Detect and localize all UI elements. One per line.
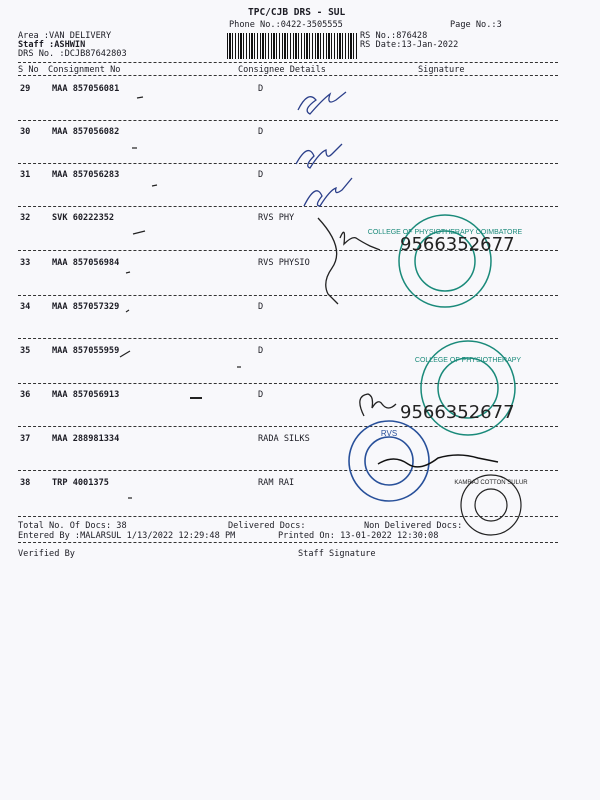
row-consignment: MAA 857055959 — [52, 346, 120, 356]
document-title: TPC/CJB DRS - SUL — [248, 7, 346, 18]
phone-number: Phone No.:0422-3505555 — [229, 20, 343, 30]
row-consignee: RVS PHY — [258, 213, 295, 223]
area-label: Area :VAN DELIVERY — [18, 31, 112, 41]
rs-date: RS Date:13-Jan-2022 — [360, 40, 459, 50]
college-stamp — [367, 212, 523, 310]
staff-signature: Staff Signature — [298, 549, 376, 559]
row-consignment: MAA 857056283 — [52, 170, 120, 180]
row-consignee: RVS PHYSIO — [258, 258, 310, 268]
col-header-signature: Signature — [418, 65, 465, 75]
row-consignee: RADA SILKS — [258, 434, 310, 444]
row-sno: 35 — [20, 346, 31, 356]
row-sno: 31 — [20, 170, 31, 180]
divider — [18, 542, 558, 543]
college-stamp — [414, 338, 522, 438]
entered-by: Entered By :MALARSUL 1/13/2022 12:29:48 PM — [18, 531, 236, 541]
row-consignee: D — [258, 346, 264, 356]
row-consignment: MAA 857057329 — [52, 302, 120, 312]
handwritten-phone: 9566352677 — [400, 402, 515, 423]
row-sno: 34 — [20, 302, 31, 312]
row-sno: 30 — [20, 127, 31, 137]
verified-by: Verified By — [18, 549, 75, 559]
row-sno: 36 — [20, 390, 31, 400]
rs-number: RS No.:876428 — [360, 31, 428, 41]
col-header-consignment: Consignment No — [48, 65, 121, 75]
row-sno: 38 — [20, 478, 31, 488]
drs-number: DRS No. :DCJB87642803 — [18, 49, 127, 59]
stamp-text: KAMRAJ COTTON SULUR — [454, 480, 528, 486]
signature-scribble — [290, 80, 360, 210]
row-consignee: D — [258, 84, 264, 94]
row-sno: 29 — [20, 84, 31, 94]
row-consignee: D — [258, 302, 264, 312]
row-consignment: MAA 288981334 — [52, 434, 120, 444]
row-consignment: MAA 857056081 — [52, 84, 120, 94]
kamraj-stamp — [454, 472, 528, 538]
handwritten-phone: 9566352677 — [400, 234, 515, 255]
total-docs: Total No. Of Docs: 38 — [18, 521, 127, 531]
row-consignee: RAM RAI — [258, 478, 295, 488]
stamp-text: COLLEGE OF PHYSIOTHERAPY COIMBATORE — [367, 229, 523, 236]
row-sno: 32 — [20, 213, 31, 223]
stamp-text: RVS — [380, 429, 398, 438]
non-delivered-docs: Non Delivered Docs: — [364, 521, 463, 531]
row-consignment: SVK 60222352 — [52, 213, 115, 223]
row-consignee: D — [258, 390, 264, 400]
signature-scribble — [300, 208, 400, 308]
delivered-docs: Delivered Docs: — [228, 521, 306, 531]
printed-on: Printed On: 13-01-2022 12:30:08 — [278, 531, 439, 541]
row-consignee: D — [258, 127, 264, 137]
row-consignment: MAA 857056984 — [52, 258, 120, 268]
col-header-sno: S No — [18, 65, 39, 75]
row-consignee: D — [258, 170, 264, 180]
row-consignment: TRP 4001375 — [52, 478, 109, 488]
staff-label: Staff :ASHWIN — [18, 40, 86, 50]
row-sno: 37 — [20, 434, 31, 444]
stamp-text: COLLEGE OF PHYSIOTHERAPY — [414, 357, 522, 364]
page-number: Page No.:3 — [450, 20, 502, 30]
col-header-consignee: Consignee Details — [238, 65, 326, 75]
row-consignment: MAA 857056913 — [52, 390, 120, 400]
row-consignment: MAA 857056082 — [52, 127, 120, 137]
row-sno: 33 — [20, 258, 31, 268]
